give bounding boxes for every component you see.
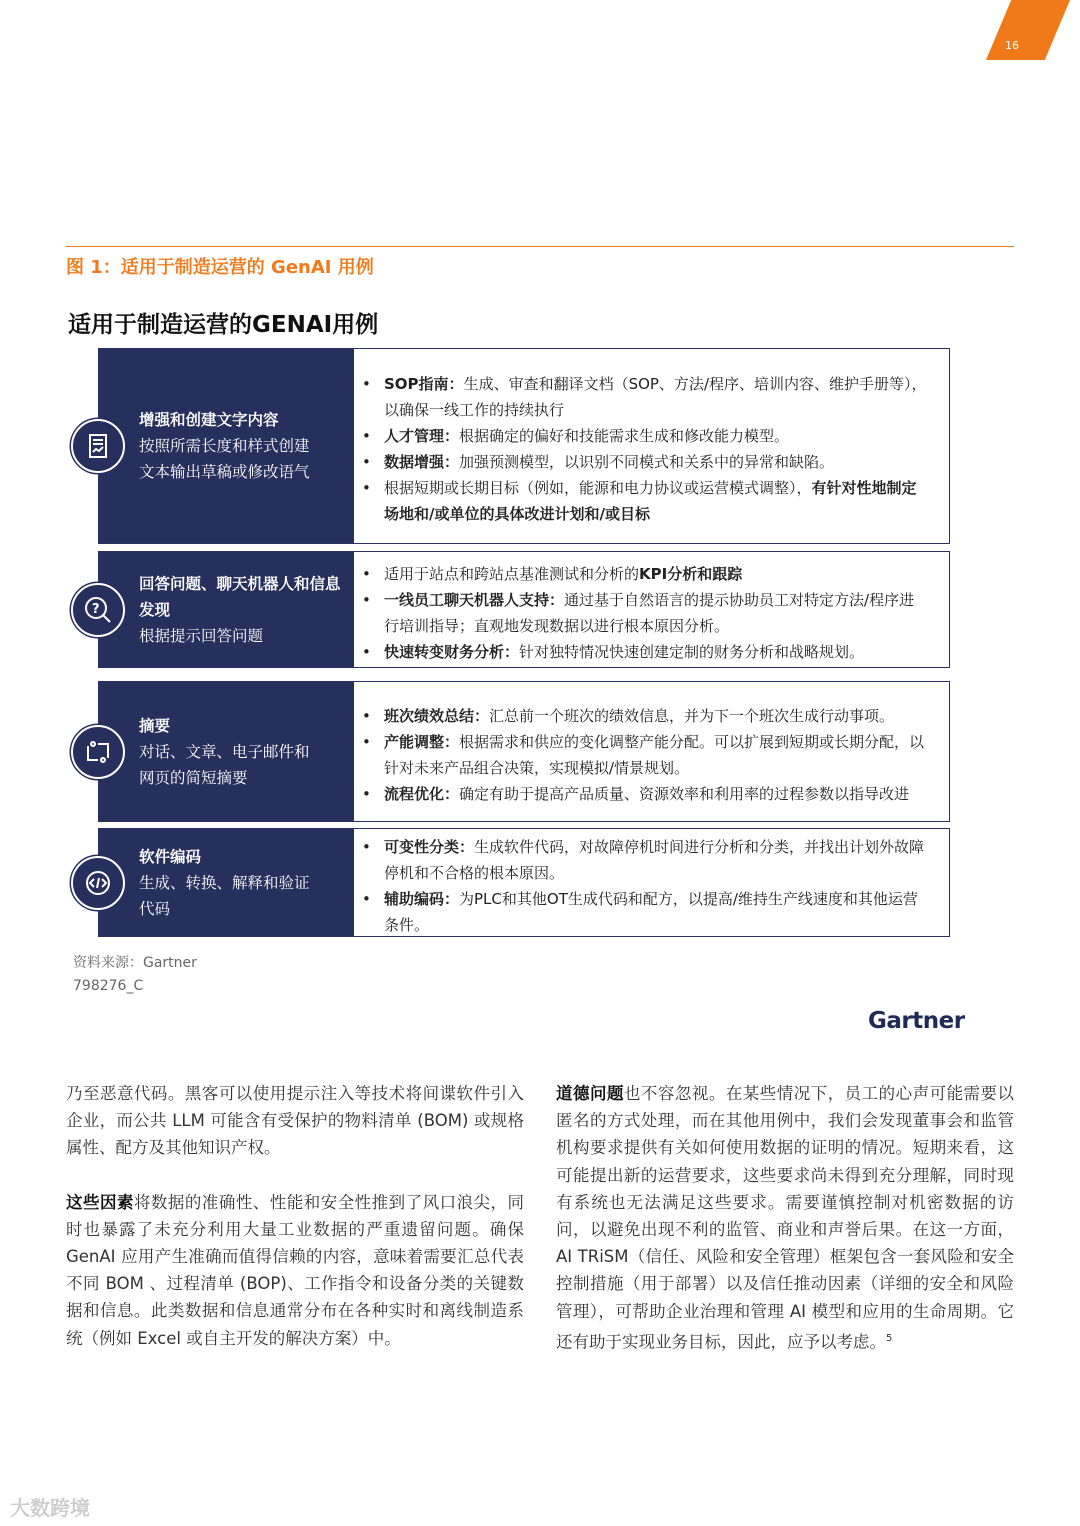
figure-title: 图 1：适用于制造运营的 GenAI 用例	[66, 257, 374, 278]
list-item: • 人才管理：根据确定的偏好和技能需求生成和修改能力模型。	[382, 423, 929, 449]
paragraph: 这些因素将数据的准确性、性能和安全性推到了风口浪尖，同时也暴露了未充分利用大量工业数据的严重遗留问题。确保 GenAI 应用产生准确而值得信赖的内容，意味着需要汇总代表不同 BOM 、过程清单 (BOP)、工作指令和设备分类的关键数据和信息。此类数据和信息通常分布在各种实时和离线制造系统（例如 Excel 或自主开发的解决方案）中。	[66, 1192, 525, 1348]
use-case-summary	[99, 349, 354, 543]
use-case-description: 代码	[139, 899, 171, 918]
use-case-row	[98, 681, 950, 822]
use-case-description: 对话、文章、电子邮件和	[139, 742, 310, 761]
list-item: • 流程优化：确定有助于提高产品质量、资源效率和利用率的过程参数以指导改进	[382, 781, 929, 807]
right-column	[556, 1080, 1014, 1383]
use-case-heading: 增强和创建文字内容	[139, 411, 279, 429]
list-item: • 数据增强：加强预测模型，以识别不同模式和关系中的异常和缺陷。	[382, 449, 929, 475]
list-item: • 快速转变财务分析：针对独特情况快速创建定制的财务分析和战略规划。	[382, 639, 929, 665]
use-case-description: 文本输出草稿或修改语气	[139, 463, 310, 481]
list-item: • 可变性分类：生成软件代码，对故障停机时间进行分析和分类，并找出计划外故障停机和不合格的根本原因。	[382, 834, 929, 886]
list-item: • 根据短期或长期目标（例如，能源和电力协议或运营模式调整），有针对性地制定场地和/或单位的具体改进计划和/或目标	[382, 475, 929, 527]
use-case-list	[354, 682, 949, 821]
list-item: • 辅助编码：为PLC和其他OT生成代码和配方，以提高/维持生产线速度和其他运营条件。	[382, 886, 929, 938]
use-case-heading: 回答问题、聊天机器人和信息发现	[139, 574, 341, 619]
use-case-list	[354, 349, 949, 543]
use-case-description: 生成、转换、解释和验证	[139, 873, 310, 892]
use-case-heading: 软件编码	[139, 847, 202, 866]
figure-code: 798276_C	[73, 978, 144, 994]
document-chart-icon	[71, 419, 125, 473]
use-case-row	[98, 551, 950, 668]
use-case-description: 按照所需长度和样式创建	[139, 437, 310, 455]
list-item: • SOP指南：生成、审查和翻译文档（SOP、方法/程序、培训内容、维护手册等），以确保一线工作的持续执行	[382, 371, 929, 423]
watermark: 大数跨境	[10, 1496, 90, 1520]
svg-text:?: ?	[92, 601, 100, 617]
left-column	[66, 1080, 524, 1379]
source-note: 资料来源：Gartner	[73, 955, 197, 971]
use-case-summary	[99, 829, 354, 936]
paragraph: 乃至恶意代码。黑客可以使用提示注入等技术将间谍软件引入企业，而公共 LLM 可能含有受保护的物料清单 (BOM) 或规格属性、配方及其他知识产权。	[66, 1084, 524, 1158]
list-item: • 适用于站点和跨站点基准测试和分析的KPI分析和跟踪	[382, 561, 929, 587]
gartner-logo: Gartner	[868, 1008, 965, 1034]
use-case-list	[354, 552, 949, 667]
page-number: 16	[1005, 39, 1019, 52]
question-search-icon	[71, 583, 125, 637]
use-case-summary	[99, 552, 354, 667]
use-case-description: 网页的简短摘要	[139, 768, 248, 787]
use-case-row	[98, 828, 950, 937]
list-item: • 班次绩效总结：汇总前一个班次的绩效信息，并为下一个班次生成行动事项。	[382, 703, 929, 729]
list-item: • 一线员工聊天机器人支持：通过基于自然语言的提示协助员工对特定方法/程序进行培训指导；直观地发现数据以进行根本原因分析。	[382, 587, 929, 639]
use-case-heading: 摘要	[139, 716, 171, 735]
paragraph: 道德问题也不容忽视。在某些情况下，员工的心声可能需要以匿名的方式处理，而在其他用例中，我们会发现董事会和监管机构要求提供有关如何使用数据的证明的情况。短期来看，这可能提出新的运营要求，这些要求尚未得到充分理解，同时现有系统也无法满足这些要求。需要谨慎控制对机密数据的访问，以避免出现不利的监管、商业和声誉后果。在这一方面，AI TRiSM（信任、风险和安全管理）框架包含一套风险和安全控制措施（用于部署）以及信任推动因素（详细的安全和风险管理），可帮助企业治理和管理 AI 模型和应用的生命周期。它还有助于实现业务目标，因此，应予以考虑。$^5$	[556, 1084, 1015, 1352]
chart-title: 适用于制造运营的GENAI用例	[68, 312, 379, 338]
divider	[66, 246, 1014, 247]
use-case-list	[354, 829, 949, 936]
page-corner-tab	[986, 0, 1070, 60]
use-case-summary	[99, 682, 354, 821]
code-icon	[71, 856, 125, 910]
use-case-description: 根据提示回答问题	[139, 626, 264, 645]
list-item: • 产能调整：根据需求和供应的变化调整产能分配。可以扩展到短期或长期分配，以针对未来产品组合决策，实现模拟/情景规划。	[382, 729, 929, 781]
summary-flow-icon	[71, 725, 125, 779]
use-case-row	[98, 348, 950, 544]
